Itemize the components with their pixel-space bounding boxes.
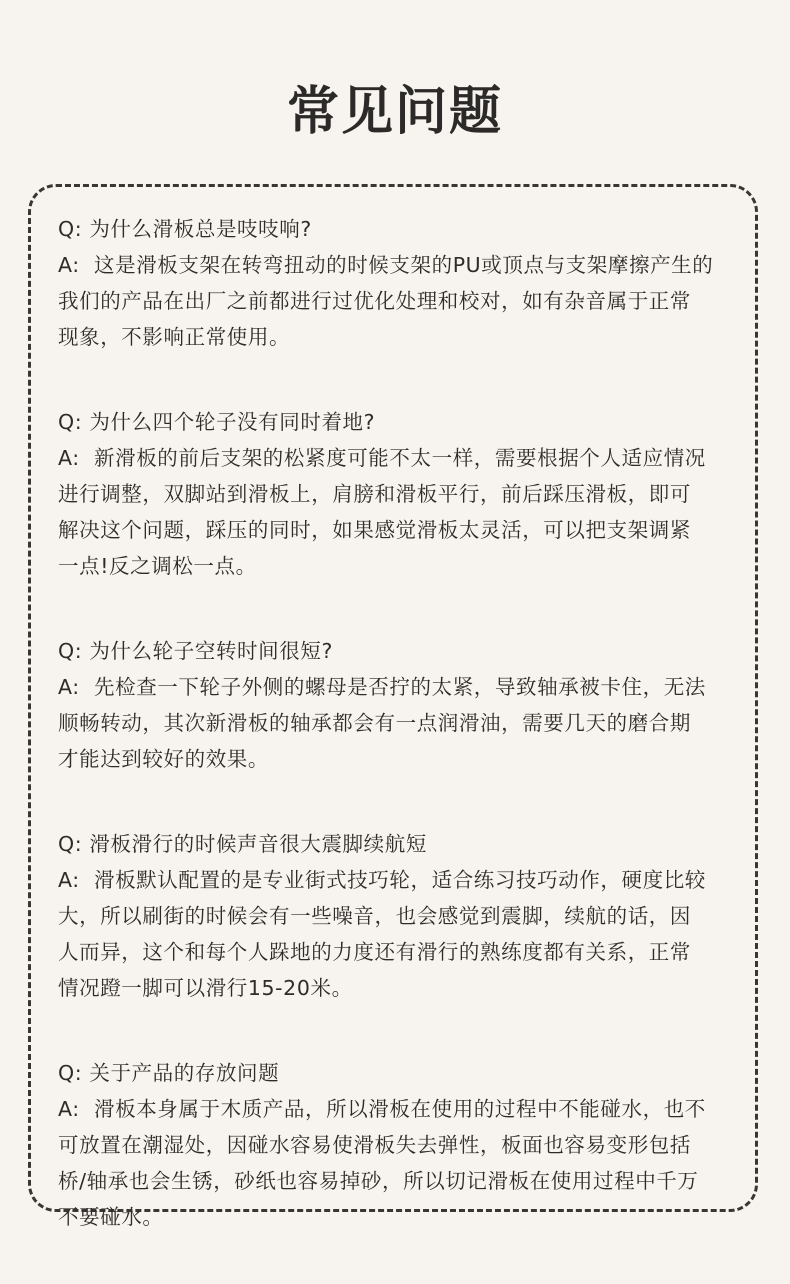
faq-answer-line: 大，所以刷街的时候会有一些噪音，也会感觉到震脚，续航的话，因 [58, 904, 691, 928]
faq-question: Q: 为什么滑板总是吱吱响? [58, 217, 312, 241]
faq-answer-line: 解决这个问题，踩压的同时，如果感觉滑板太灵活，可以把支架调紧 [58, 518, 691, 542]
faq-item [58, 826, 748, 1006]
faq-answer-line: A: 滑板默认配置的是专业街式技巧轮，适合练习技巧动作，硬度比较 [58, 868, 706, 892]
faq-answer-line: 桥/轴承也会生锈，砂纸也容易掉砂，所以切记滑板在使用过程中千万 [58, 1169, 699, 1193]
faq-answer-line: A: 滑板本身属于木质产品，所以滑板在使用的过程中不能碰水，也不 [58, 1097, 706, 1121]
faq-answer-line: 人而异，这个和每个人跺地的力度还有滑行的熟练度都有关系，正常 [58, 940, 691, 964]
faq-answer-line: 我们的产品在出厂之前都进行过优化处理和校对，如有杂音属于正常 [58, 289, 691, 313]
faq-answer-line: A: 先检查一下轮子外侧的螺母是否拧的太紧，导致轴承被卡住，无法 [58, 675, 706, 699]
faq-answer-line: 一点!反之调松一点。 [58, 554, 257, 578]
faq-list [58, 211, 748, 1284]
faq-answer-line: 不要碰水。 [58, 1205, 164, 1229]
faq-answer-line: 进行调整，双脚站到滑板上，肩膀和滑板平行，前后踩压滑板，即可 [58, 482, 691, 506]
faq-question: Q: 为什么四个轮子没有同时着地? [58, 410, 376, 434]
faq-answer-line: 情况蹬一脚可以滑行15-20米。 [58, 976, 353, 1000]
faq-item [58, 633, 748, 777]
faq-answer-line: 顺畅转动，其次新滑板的轴承都会有一点润滑油，需要几天的磨合期 [58, 711, 691, 735]
faq-answer-line: 可放置在潮湿处，因碰水容易使滑板失去弹性，板面也容易变形包括 [58, 1133, 691, 1157]
faq-item [58, 211, 748, 355]
faq-item [58, 404, 748, 584]
faq-answer-line: A: 这是滑板支架在转弯扭动的时候支架的PU或顶点与支架摩擦产生的 [58, 253, 714, 277]
faq-answer-line: 现象，不影响正常使用。 [58, 325, 291, 349]
faq-item [58, 1055, 748, 1235]
faq-question: Q: 为什么轮子空转时间很短? [58, 639, 333, 663]
faq-question: Q: 滑板滑行的时候声音很大震脚续航短 [58, 832, 427, 856]
faq-question: Q: 关于产品的存放问题 [58, 1061, 280, 1085]
faq-answer-line: 才能达到较好的效果。 [58, 747, 269, 771]
page-title: 常见问题 [286, 82, 503, 142]
faq-answer-line: A: 新滑板的前后支架的松紧度可能不太一样，需要根据个人适应情况 [58, 446, 706, 470]
